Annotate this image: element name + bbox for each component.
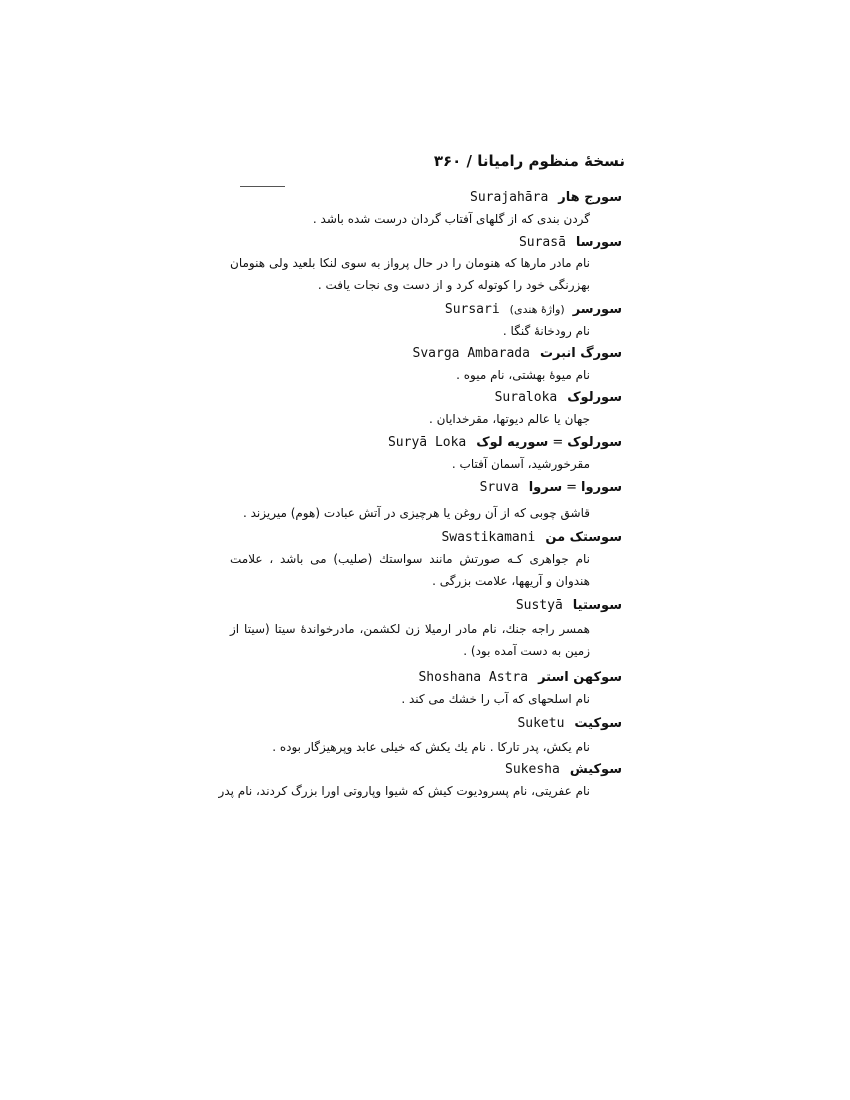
entry-heading: [441, 526, 622, 548]
entry-latin: Sukesha: [505, 762, 560, 777]
entry-heading: [480, 476, 622, 498]
entry-term: سورسر: [572, 302, 622, 317]
equals-sign: =: [552, 435, 564, 450]
entry-latin: Swastikamani: [441, 530, 536, 545]
entry-heading: [495, 386, 622, 408]
entry-latin: Sustyā: [515, 598, 563, 613]
entry-heading: [470, 186, 622, 208]
entry-term: سورگ انبرت: [539, 346, 622, 361]
entry-heading: [413, 342, 622, 364]
entry-term: سورسا: [575, 235, 622, 250]
entry-definition: مقرخورشید، آسمان آفتاب .: [451, 457, 590, 471]
entry-heading: [445, 298, 622, 320]
entry-definition: نام رودخانهٔ گنگا .: [502, 324, 590, 338]
entry-latin: Surasā: [518, 235, 566, 250]
entry-term: سورلوک: [567, 435, 622, 450]
entry-definition: گردن بندی که از گلهای آفتاب گردان درست شده باشد .: [312, 212, 590, 226]
entry-definition: نام میوهٔ بهشتی، نام میوه .: [456, 368, 590, 382]
entry-latin: Sruva: [479, 480, 519, 495]
entry-term: سورلوک: [567, 390, 622, 405]
entry-latin: Suryā Loka: [387, 435, 467, 450]
entry-definition: جهان یا عالم دیوتها، مقرخدایان .: [428, 412, 590, 426]
entry-definition: نام مادر مارها که هنومان را در حال پرواز به سوی لنکا بلعید ولی هنومان بهزرنگی خود را کوتوله کرد و از دست وی نجات یافت .: [230, 256, 590, 292]
entry-definition: نام اسلحهای که آب را خشك می كند .: [401, 692, 590, 706]
entry-definition: نام جواهری کـه صورتش مانند سواستك (صلیب) می باشد ، علامت هندوان و آریهها، علامت بزرگی .: [230, 552, 590, 588]
entry-definition: همسر راجه جنك، نام مادر ارمیلا زن لکشمن، مادرخواندهٔ سیتا (سیتا از زمین به دست آمده بود) .: [230, 622, 590, 658]
page-header: نسخهٔ منظوم رامیانا / ۳۶۰: [433, 152, 625, 170]
entry-heading: [516, 594, 622, 616]
entry-heading: [388, 431, 622, 453]
entry-definition: نام عفریتی، نام پسرودیوت کیش که شیوا وپاروتی اورا بزرگ کردند، نام پدر: [218, 784, 590, 798]
equals-sign: =: [566, 480, 578, 495]
entry-latin: Suketu: [517, 716, 565, 731]
entry-heading: [418, 666, 622, 688]
entry-term: سوکیش: [569, 762, 622, 777]
entry-term-variant: سوریه لوک: [476, 435, 549, 450]
entry-term-variant: سروا: [528, 480, 563, 495]
entry-term: سورج هار: [558, 190, 622, 205]
entry-latin: Sursari: [444, 302, 500, 317]
entry-heading: [517, 712, 622, 734]
entry-latin: Suraloka: [494, 390, 558, 405]
entry-note: (واژهٔ هندی): [509, 303, 565, 316]
header-rule: [240, 186, 285, 187]
entry-term: سوکیت: [574, 716, 622, 731]
entry-term: سوستک من: [545, 530, 622, 545]
entry-term: سوروا: [581, 480, 622, 495]
entry-term: سوستیا: [572, 598, 622, 613]
entry-term: سوکهن استر: [538, 670, 622, 685]
entry-definition: نام یکش، پدر تارکا . نام یك یکش که خیلی عابد وپرهیزگار بوده .: [272, 740, 590, 754]
entry-definition: قاشق چوبی که از آن روغن یا هرچیزی در آتش عبادت (هوم) میریزند .: [242, 506, 590, 520]
entry-latin: Svarga Ambarada: [412, 346, 530, 361]
entry-latin: Surajahāra: [470, 190, 549, 205]
entry-heading: [519, 231, 622, 253]
entry-heading: [505, 758, 622, 780]
entry-latin: Shoshana Astra: [418, 670, 529, 685]
